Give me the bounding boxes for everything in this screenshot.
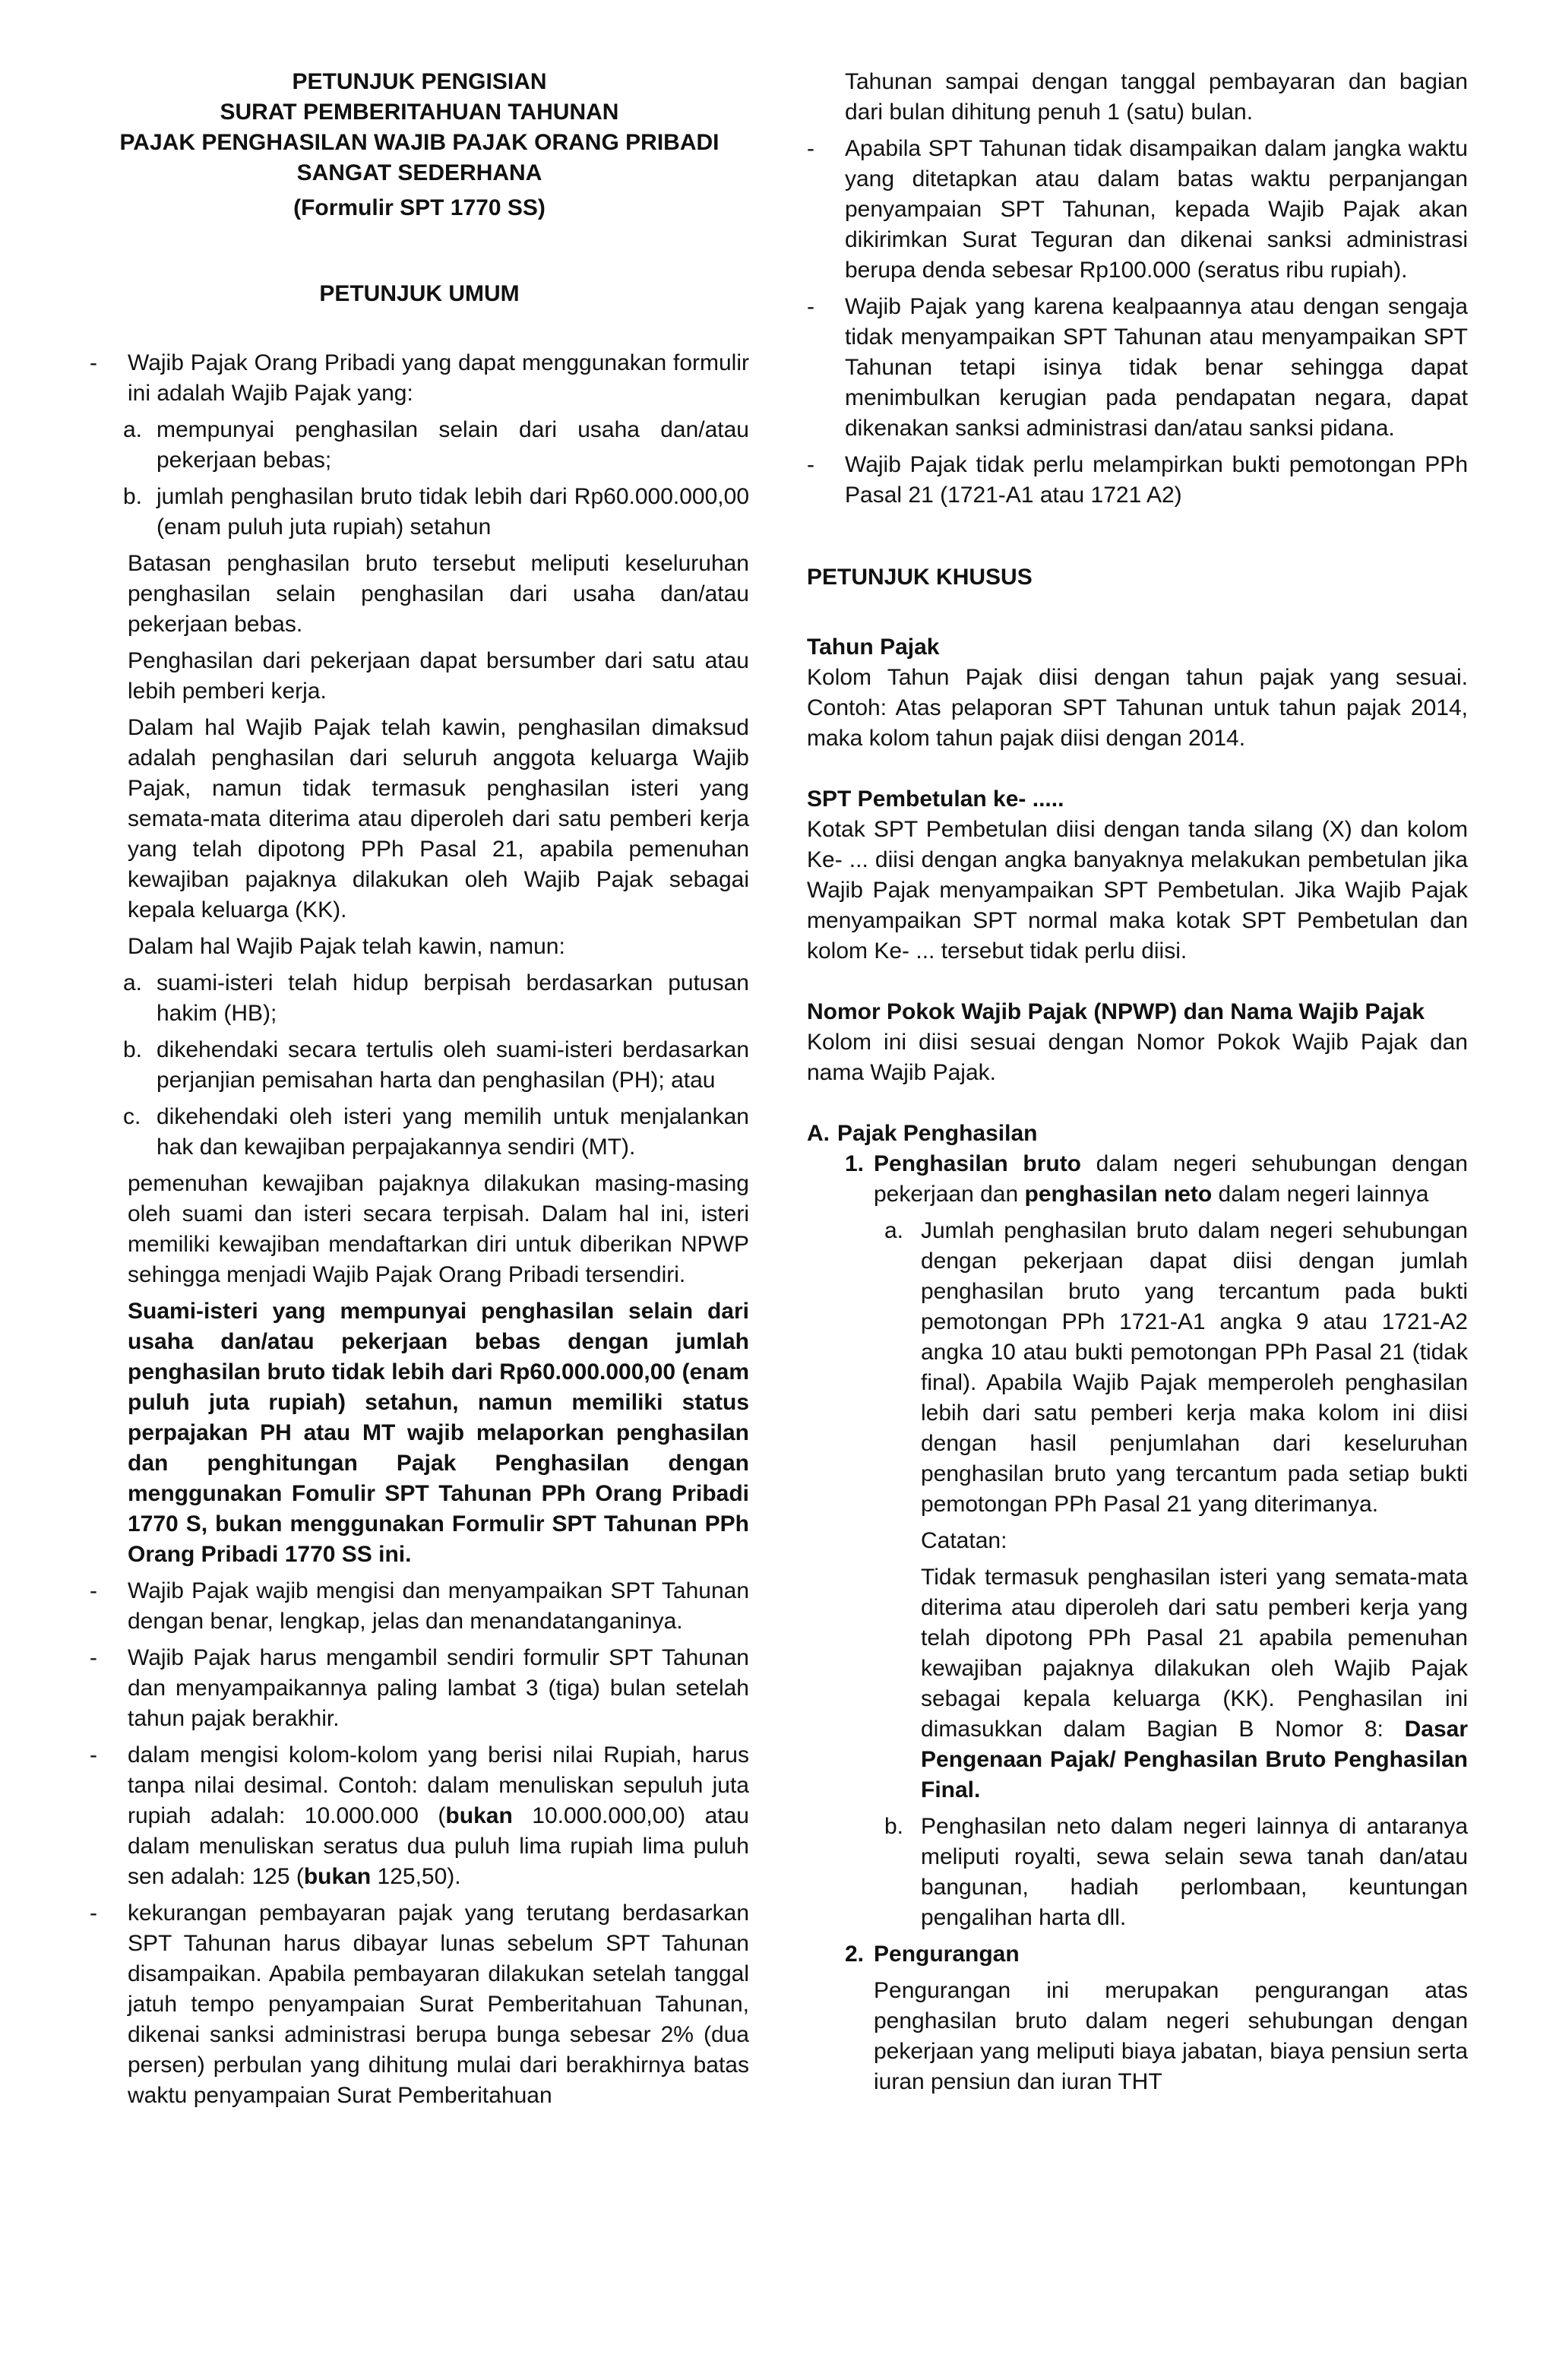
list-item: a. Jumlah penghasilan bruto dalam negeri sehubungan dengan pekerjaan dapat diisi dengan jumlah penghasilan bruto yang tercantum pada bukti pemotongan PPh 1721-A1 angka 9 atau 1721-A2 angka 10 atau bukti pemotongan PPh Pasal 21 (tidak final). Apabila Wajib Pajak memperoleh penghasilan lebih dari satu pemberi kerja maka kolom ini diisi dengan hasil penjumlahan dari keseluruhan penghasilan bruto yang tercantum pada setiap bukti pemotongan PPh Pasal 21 yang diterimanya. xyxy=(884,1218,1468,1517)
umum-kawin-a: suami-isteri telah hidup berpisah berdasarkan putusan hakim (HB); xyxy=(157,970,749,1026)
item2-heading: Pengurangan xyxy=(874,1942,1020,1967)
umum-kawin: Dalam hal Wajib Pajak telah kawin, penghasilan dimaksud adalah penghasilan dari seluruh anggota keluarga Wajib Pajak, namun tidak termasuk penghasilan isteri yang semata-mata diterima atau diperoleh dari satu pemberi kerja yang telah dipotong PPh Pasal 21, apabila pemenuhan kewajiban pajaknya dilakukan oleh Wajib Pajak sebagai kepala keluarga (KK). xyxy=(128,715,749,923)
umum-kawin-c: dikehendaki oleh isteri yang memilih untuk menjalankan hak dan kewajiban perpajakannya sendiri (MT). xyxy=(157,1104,749,1160)
list-item: c. dikehendaki oleh isteri yang memilih untuk menjalankan hak dan kewajiban perpajakannya sendiri (MT). xyxy=(123,1104,749,1160)
list-item: - Wajib Pajak wajib mengisi dan menyampaikan SPT Tahunan dengan benar, lengkap, jelas dan menandatanganinya. xyxy=(90,1578,749,1634)
list-item: 2. Pengurangan xyxy=(845,1942,1020,1967)
petunjuk-umum-heading: PETUNJUK UMUM xyxy=(319,281,520,306)
section-a-heading: A. Pajak Penghasilan xyxy=(807,1121,1038,1146)
umum-mengambil: Wajib Pajak harus mengambil sendiri formulir SPT Tahunan dan menyampaikannya paling lambat 3 (tiga) bulan setelah tahun pajak berakhir. xyxy=(128,1645,749,1731)
list-item: b. Penghasilan neto dalam negeri lainnya di antaranya meliputi royalti, sewa selain sewa tanah dan/atau bangunan, hadiah perlombaan, keuntungan pengalihan harta dll. xyxy=(884,1814,1468,1930)
list-item xyxy=(90,348,749,409)
catatan-text: Tidak termasuk penghasilan isteri yang semata-mata diterima atau diperoleh dari satu pemberi kerja yang telah dipotong PPh Pasal 21 apabila pemenuhan kewajiban pajaknya dilakukan oleh Wajib Pajak sebagai kepala keluarga (KK). Penghasilan ini dimasukkan dalam Bagian B Nomor 8: Dasar Pengenaan Pajak/ Penghasilan Bruto Penghasilan Final. xyxy=(921,1565,1468,1802)
right-continuation: Tahunan sampai dengan tanggal pembayaran dan bagian dari bulan dihitung penuh 1 (satu) bulan. xyxy=(845,69,1468,125)
title-line-1: PETUNJUK PENGISIAN xyxy=(292,69,547,94)
umum-kawin-b: dikehendaki secara tertulis oleh suami-isteri berdasarkan perjanjian pemisahan harta dan penghasilan (PH); atau xyxy=(157,1037,749,1093)
tahun-pajak-text: Kolom Tahun Pajak diisi dengan tahun pajak yang sesuai. Contoh: Atas pelaporan SPT Tahunan untuk tahun pajak 2014, maka kolom tahun pajak diisi dengan 2014. xyxy=(807,665,1468,751)
item1-b-text: Penghasilan neto dalam negeri lainnya di antaranya meliputi royalti, sewa selain sewa tanah dan/atau bangunan, hadiah perlombaan, keuntungan pengalihan harta dll. xyxy=(921,1814,1468,1930)
list-item: - Wajib Pajak tidak perlu melampirkan bukti pemotongan PPh Pasal 21 (1721-A1 atau 1721 A2) xyxy=(807,452,1468,508)
umum-kawin-namun: Dalam hal Wajib Pajak telah kawin, namun: xyxy=(128,934,565,959)
umum-intro-b: jumlah penghasilan bruto tidak lebih dari Rp60.000.000,00 (enam puluh juta rupiah) setahun xyxy=(157,484,749,540)
umum-kekurangan: kekurangan pembayaran pajak yang terutang berdasarkan SPT Tahunan harus dibayar lunas sebelum SPT Tahunan disampaikan. Apabila pembayaran dilakukan setelah tanggal jatuh tempo penyampaian Surat Pemberitahuan Tahunan, dikenai sanksi administrasi berupa bunga sebesar 2% (dua persen) perbulan yang dihitung mulai dari berakhirnya batas waktu penyampaian Surat Pemberitahuan xyxy=(128,1901,749,2108)
list-item: - kekurangan pembayaran pajak yang terutang berdasarkan SPT Tahunan harus dibayar lunas sebelum SPT Tahunan disampaikan. Apabila pembayaran dilakukan setelah tanggal jatuh tempo penyampaian Surat Pemberitahuan Tahunan, dikenai sanksi administrasi berupa bunga sebesar 2% (dua persen) perbulan yang dihitung mulai dari berakhirnya batas waktu penyampaian Surat Pemberitahuan xyxy=(90,1901,749,2108)
list-item: - dalam mengisi kolom-kolom yang berisi nilai Rupiah, harus tanpa nilai desimal. Contoh: dalam menuliskan sepuluh juta rupiah adalah: 10.000.000 (bukan 10.000.000,00) atau dalam menuliskan seratus dua puluh lima rupiah lima puluh sen adalah: 125 (bukan 125,50). xyxy=(90,1742,749,1889)
umum-bold-note: Suami-isteri yang mempunyai penghasilan selain dari usaha dan/atau pekerjaan bebas dengan jumlah penghasilan bruto tidak lebih dari Rp60.000.000,00 (enam puluh juta rupiah) setahun, namun memiliki status perpajakan PH atau MT wajib melaporkan penghasilan dan penghitungan Pajak Penghasilan dengan menggunakan Fomulir SPT Tahunan PPh Orang Pribadi 1770 S, bukan menggunakan Formulir SPT Tahunan PPh Orang Pribadi 1770 SS ini. xyxy=(128,1299,749,1567)
list-item: - Wajib Pajak harus mengambil sendiri formulir SPT Tahunan dan menyampaikannya paling lambat 3 (tiga) bulan setelah tahun pajak berakhir. xyxy=(90,1645,749,1731)
title-line-5: (Formulir SPT 1770 SS) xyxy=(293,195,546,220)
list-item: b. jumlah penghasilan bruto tidak lebih dari Rp60.000.000,00 (enam puluh juta rupiah) setahun xyxy=(123,484,749,540)
item1-heading: Penghasilan bruto dalam negeri sehubungan dengan pekerjaan dan penghasilan neto dalam negeri lainnya xyxy=(874,1151,1468,1207)
list-item: 1. Penghasilan bruto dalam negeri sehubungan dengan pekerjaan dan penghasilan neto dalam negeri lainnya xyxy=(845,1151,1468,1207)
item1-a-text: Jumlah penghasilan bruto dalam negeri sehubungan dengan pekerjaan dapat diisi dengan jumlah penghasilan bruto yang tercantum pada bukti pemotongan PPh 1721-A1 angka 9 atau 1721-A2 angka 10 atau bukti pemotongan PPh Pasal 21 (tidak final). Apabila Wajib Pajak memperoleh penghasilan lebih dari satu pemberi kerja maka kolom ini diisi dengan hasil penjumlahan dari keseluruhan penghasilan bruto yang tercantum pada setiap bukti pemotongan PPh Pasal 21 yang diterimanya. xyxy=(921,1218,1468,1517)
tahun-pajak-heading: Tahun Pajak xyxy=(807,635,940,660)
list-item: b. dikehendaki secara tertulis oleh suami-isteri berdasarkan perjanjian pemisahan harta dan penghasilan (PH); atau xyxy=(123,1037,749,1093)
umum-rupiah: dalam mengisi kolom-kolom yang berisi nilai Rupiah, harus tanpa nilai desimal. Contoh: dalam menuliskan sepuluh juta rupiah adalah: 10.000.000 (bukan 10.000.000,00) atau dalam menuliskan seratus dua puluh lima rupiah lima puluh sen adalah: 125 (bukan 125,50). xyxy=(128,1742,749,1889)
title-line-2: SURAT PEMBERITAHUAN TAHUNAN xyxy=(220,100,619,125)
list-item: a. mempunyai penghasilan selain dari usaha dan/atau pekerjaan bebas; xyxy=(123,417,749,473)
umum-pekerjaan: Penghasilan dari pekerjaan dapat bersumber dari satu atau lebih pemberi kerja. xyxy=(128,648,749,704)
spt-pembetulan-text: Kotak SPT Pembetulan diisi dengan tanda silang (X) dan kolom Ke- ... diisi dengan angka banyaknya melakukan pembetulan jika Wajib Pajak menyampaikan SPT Pembetulan. Jika Wajib Pajak menyampaikan SPT normal maka kotak SPT Pembetulan dan kolom Ke- ... tersebut tidak perlu diisi. xyxy=(807,817,1468,964)
right-kealpaan: Wajib Pajak yang karena kealpaannya atau dengan sengaja tidak menyampaikan SPT Tahunan atau menyampaikan SPT Tahunan tetapi isinya tidak benar sehingga dapat menimbulkan kerugian pada pendapatan negara, dapat dikenakan sanksi administrasi dan/atau sanksi pidana. xyxy=(845,294,1468,441)
document-title xyxy=(90,67,749,223)
catatan-label: Catatan: xyxy=(921,1528,1007,1553)
umum-pemenuhan: pemenuhan kewajiban pajaknya dilakukan masing-masing oleh suami dan isteri secara terpisah. Dalam hal ini, isteri memiliki kewajiban mendaftarkan diri untuk diberikan NPWP sehingga menjadi Wajib Pajak Orang Pribadi tersendiri. xyxy=(128,1171,749,1287)
title-line-4: SANGAT SEDERHANA xyxy=(296,160,542,185)
petunjuk-khusus-heading: PETUNJUK KHUSUS xyxy=(807,565,1033,590)
list-item: - Apabila SPT Tahunan tidak disampaikan dalam jangka waktu yang ditetapkan atau dalam batas waktu perpanjangan penyampaian SPT Tahunan, kepada Wajib Pajak akan dikirimkan Surat Teguran dan dikenai sanksi administrasi berupa denda sebesar Rp100.000 (seratus ribu rupiah). xyxy=(807,136,1468,283)
umum-batasan: Batasan penghasilan bruto tersebut meliputi keseluruhan penghasilan selain penghasilan dari usaha dan/atau pekerjaan bebas. xyxy=(128,551,749,637)
right-bukti: Wajib Pajak tidak perlu melampirkan bukti pemotongan PPh Pasal 21 (1721-A1 atau 1721 A2) xyxy=(845,452,1468,508)
title-line-3: PAJAK PENGHASILAN WAJIB PAJAK ORANG PRIBADI xyxy=(119,130,719,155)
list-item: a. suami-isteri telah hidup berpisah berdasarkan putusan hakim (HB); xyxy=(123,970,749,1026)
spt-pembetulan-heading: SPT Pembetulan ke- ..... xyxy=(807,786,1064,812)
list-item: - Wajib Pajak yang karena kealpaannya atau dengan sengaja tidak menyampaikan SPT Tahunan atau menyampaikan SPT Tahunan tetapi isinya tidak benar sehingga dapat menimbulkan kerugian pada pendapatan negara, dapat dikenakan sanksi administrasi dan/atau sanksi pidana. xyxy=(807,294,1468,441)
dash-bullet: - xyxy=(90,350,97,375)
umum-intro-a: mempunyai penghasilan selain dari usaha dan/atau pekerjaan bebas; xyxy=(157,417,749,473)
item2-text: Pengurangan ini merupakan pengurangan atas penghasilan bruto dalam negeri sehubungan dengan pekerjaan yang meliputi biaya jabatan, biaya pensiun serta iuran pensiun dan iuran THT xyxy=(874,1978,1468,2094)
npwp-heading: Nomor Pokok Wajib Pajak (NPWP) dan Nama Wajib Pajak xyxy=(807,999,1425,1024)
npwp-text: Kolom ini diisi sesuai dengan Nomor Pokok Wajib Pajak dan nama Wajib Pajak. xyxy=(807,1030,1468,1085)
umum-intro: Wajib Pajak Orang Pribadi yang dapat menggunakan formulir ini adalah Wajib Pajak yang: xyxy=(128,350,749,406)
right-column xyxy=(807,67,1468,2097)
left-column xyxy=(90,67,749,2111)
umum-wajib-mengisi: Wajib Pajak wajib mengisi dan menyampaikan SPT Tahunan dengan benar, lengkap, jelas dan menandatanganinya. xyxy=(128,1578,749,1634)
right-teguran: Apabila SPT Tahunan tidak disampaikan dalam jangka waktu yang ditetapkan atau dalam batas waktu perpanjangan penyampaian SPT Tahunan, kepada Wajib Pajak akan dikirimkan Surat Teguran dan dikenai sanksi administrasi berupa denda sebesar Rp100.000 (seratus ribu rupiah). xyxy=(845,136,1468,283)
